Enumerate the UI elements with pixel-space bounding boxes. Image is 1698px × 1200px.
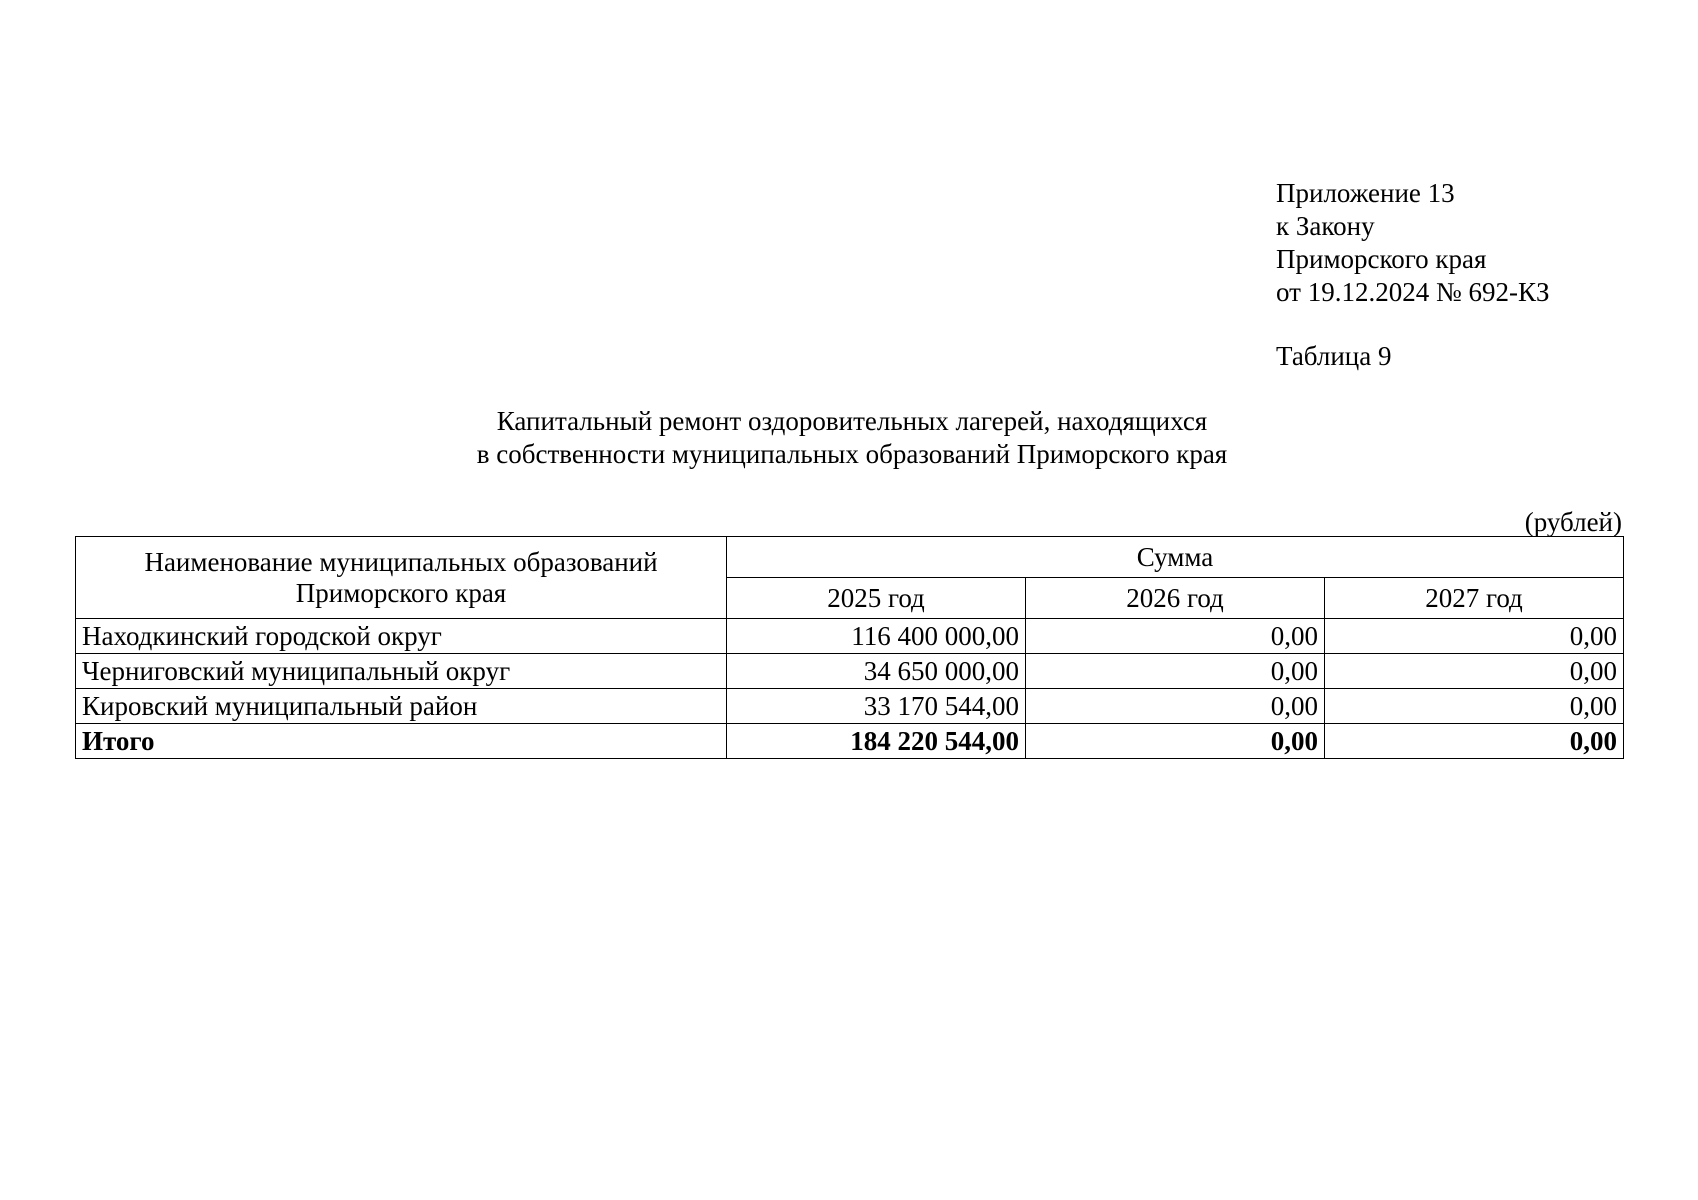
municipality-header-text: Наименование муниципальных образований Приморского края — [144, 546, 658, 608]
amount-2027: 0,00 — [1325, 654, 1624, 689]
table-row — [76, 689, 1624, 724]
amount-2026: 0,00 — [1026, 654, 1325, 689]
total-label: Итого — [76, 724, 727, 759]
amount-2025: 116 400 000,00 — [727, 619, 1026, 654]
municipality-name: Кировский муниципальный район — [76, 689, 727, 724]
amount-2027: 0,00 — [1325, 619, 1624, 654]
title-line-2: в собственности муниципальных образований Приморского края — [476, 439, 1228, 469]
year-header-2027: 2027 год — [1325, 578, 1624, 619]
title-line-1: Капитальный ремонт оздоровительных лагерей, находящихся — [496, 406, 1208, 436]
municipality-column-header — [76, 537, 727, 619]
table-number: Таблица 9 — [1276, 341, 1392, 371]
year-header-2025: 2025 год — [727, 578, 1026, 619]
appendix-line: Приложение 13 — [1276, 178, 1455, 208]
amount-2025: 34 650 000,00 — [727, 654, 1026, 689]
amount-2025: 33 170 544,00 — [727, 689, 1026, 724]
total-2026: 0,00 — [1026, 724, 1325, 759]
table-row — [76, 654, 1624, 689]
appendix-line: от 19.12.2024 № 692-КЗ — [1276, 277, 1550, 307]
amount-2027: 0,00 — [1325, 689, 1624, 724]
total-2025: 184 220 544,00 — [727, 724, 1026, 759]
funding-table — [75, 536, 1624, 759]
header-row — [76, 537, 1624, 578]
amount-2026: 0,00 — [1026, 689, 1325, 724]
year-header-2026: 2026 год — [1026, 578, 1325, 619]
amount-2026: 0,00 — [1026, 619, 1325, 654]
sum-column-header: Сумма — [727, 537, 1624, 578]
appendix-reference — [1276, 177, 1549, 309]
total-2027: 0,00 — [1325, 724, 1624, 759]
document-title — [0, 405, 1698, 471]
appendix-line: Приморского края — [1276, 244, 1487, 274]
units-label: (рублей) — [1524, 507, 1622, 537]
municipality-name: Черниговский муниципальный округ — [76, 654, 727, 689]
municipality-name: Находкинский городской округ — [76, 619, 727, 654]
total-row — [76, 724, 1624, 759]
table-row — [76, 619, 1624, 654]
appendix-line: к Закону — [1276, 211, 1375, 241]
